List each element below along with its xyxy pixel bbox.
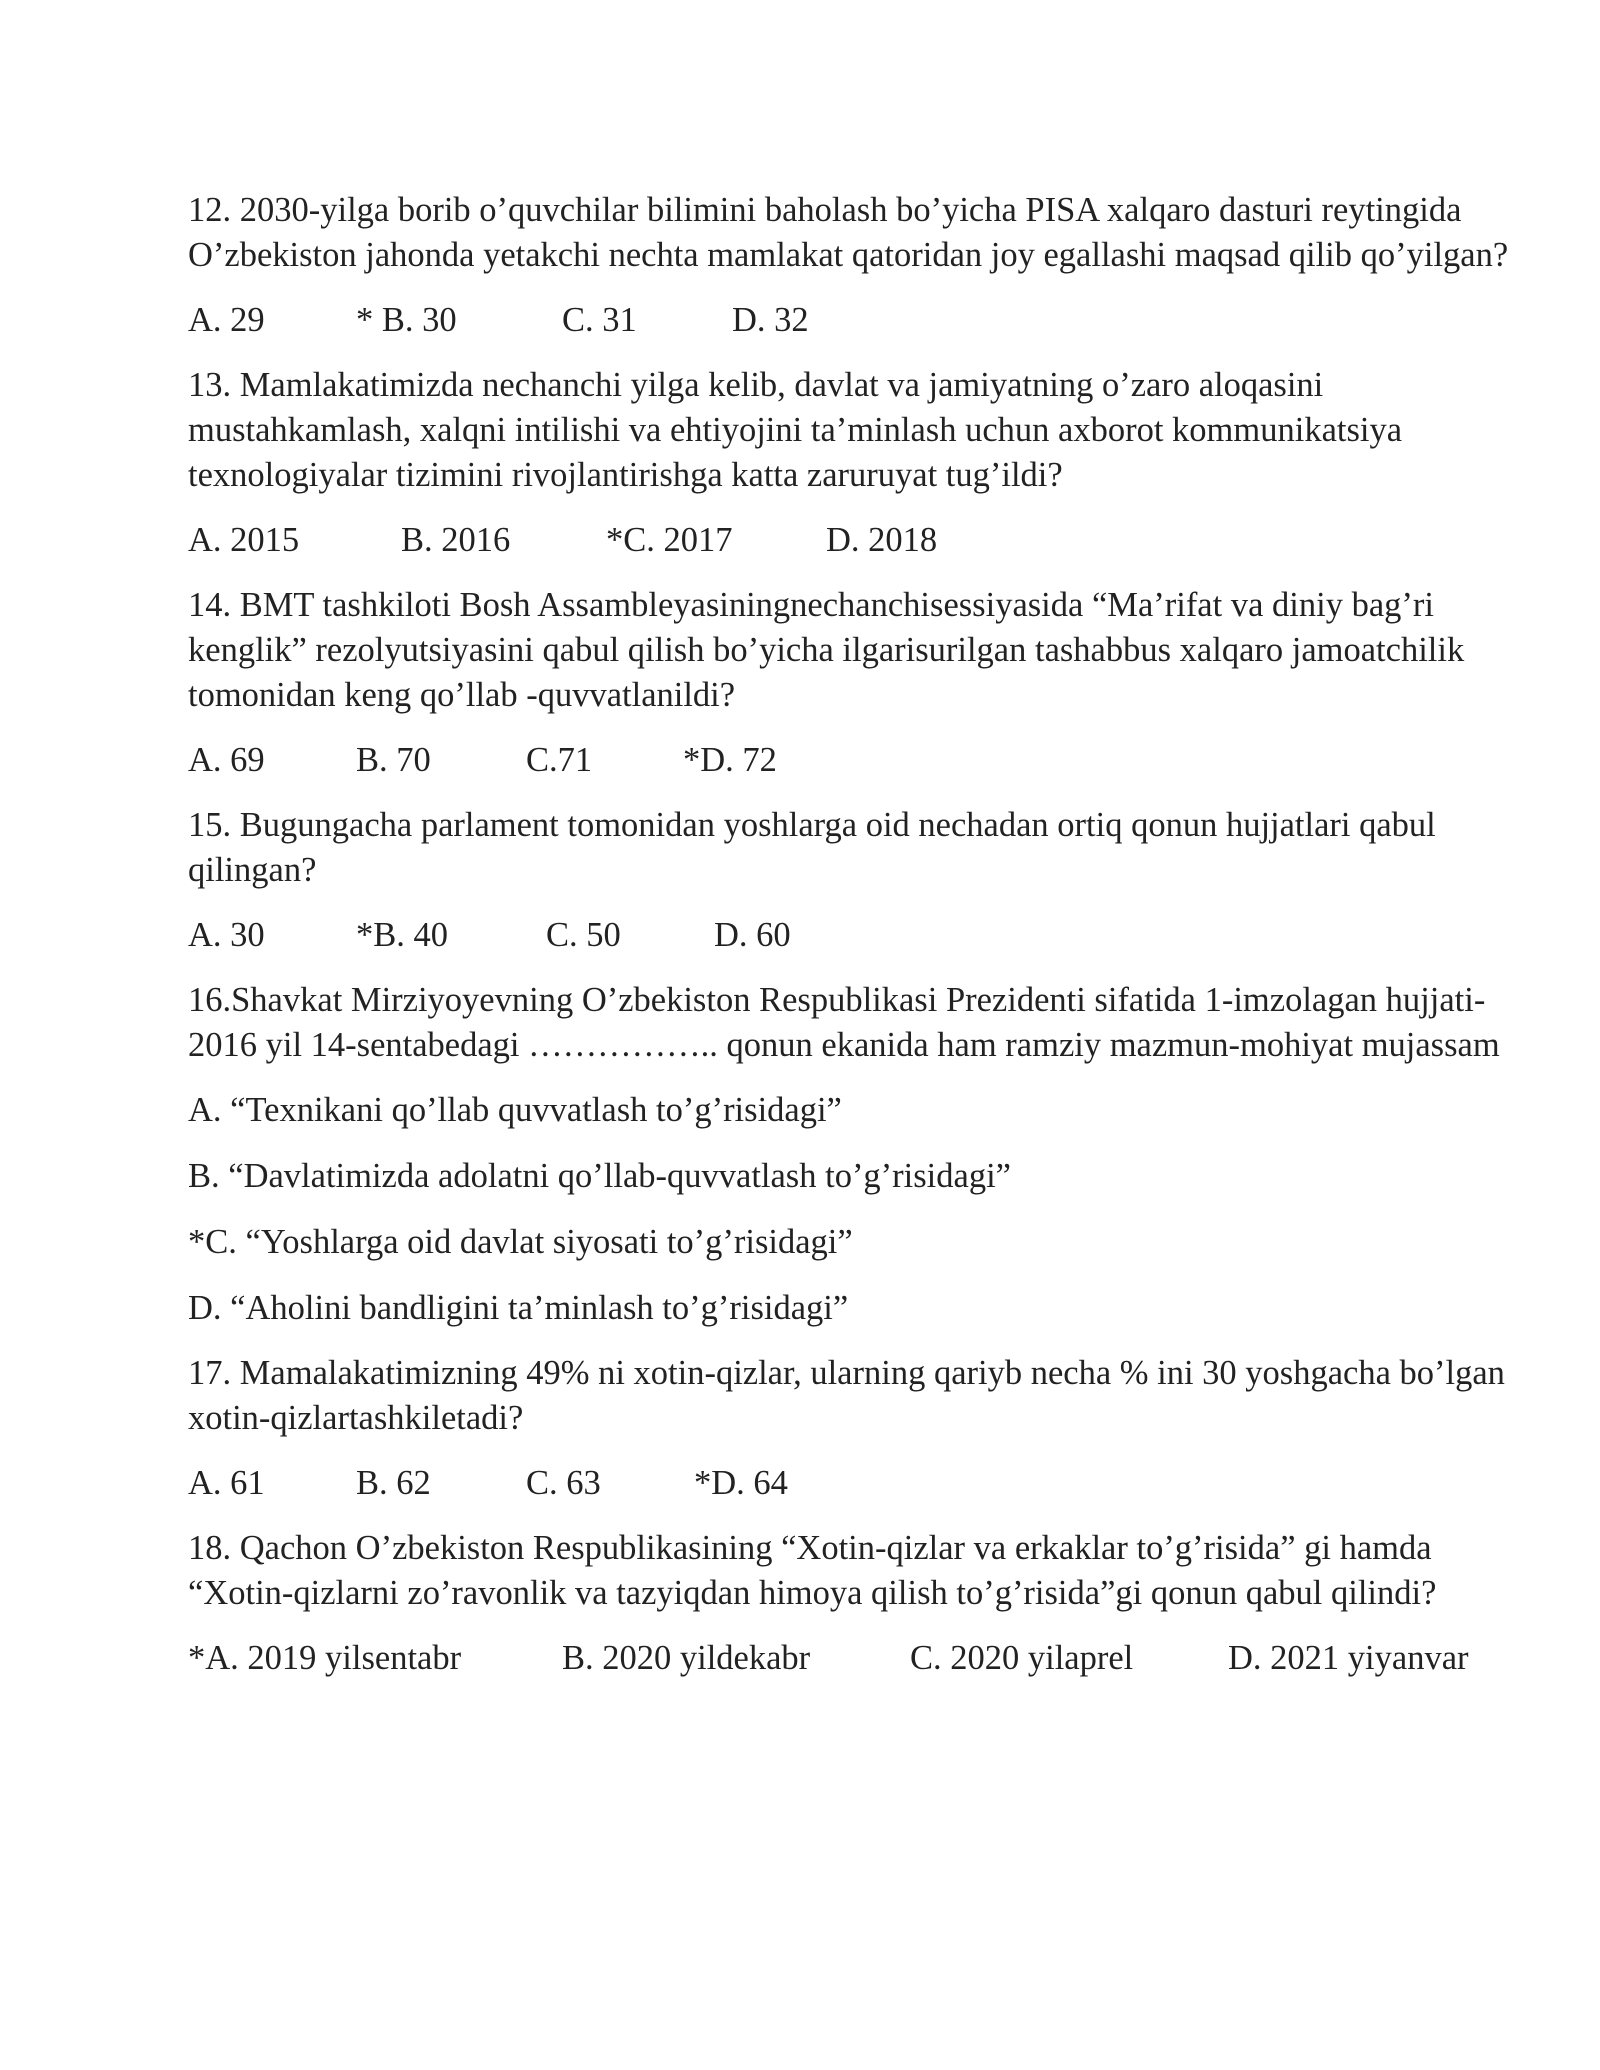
question-18-option-a: *A. 2019 yilsentabr — [188, 1639, 462, 1677]
question-18-option-d: D. 2021 yiyanvar — [1228, 1639, 1469, 1677]
question-17-option-d: *D. 64 — [694, 1464, 788, 1502]
question-15-text: 15. Bugungacha parlament tomonidan yoshlarga oid nechadan ortiq qonun hujjatlari qabul qilingan? — [188, 806, 1436, 889]
question-12-options — [188, 298, 1518, 343]
question-13 — [188, 363, 1518, 563]
question-13-options — [188, 518, 1518, 563]
question-17-option-c: C. 63 — [526, 1464, 601, 1502]
question-13-option-d: D. 2018 — [826, 521, 938, 559]
document-page — [188, 188, 1518, 1701]
question-15 — [188, 803, 1518, 958]
question-15-option-d: D. 60 — [714, 916, 791, 954]
question-16-option-a: A. “Texnikani qo’llab quvvatlash to’g’risidagi” — [188, 1091, 842, 1129]
question-16-option-c: *C. “Yoshlarga oid davlat siyosati to’g’risidagi” — [188, 1223, 853, 1261]
question-18-options — [188, 1636, 1518, 1681]
question-14-options — [188, 738, 1518, 783]
question-12-option-a: A. 29 — [188, 301, 265, 339]
question-16-option-b: B. “Davlatimizda adolatni qo’llab-quvvatlash to’g’risidagi” — [188, 1157, 1011, 1195]
question-17-options — [188, 1461, 1518, 1506]
question-16 — [188, 978, 1518, 1331]
question-15-option-c: C. 50 — [546, 916, 621, 954]
question-15-options — [188, 913, 1518, 958]
question-14-text: 14. BMT tashkiloti Bosh Assambleyasiningnechanchisessiyasida “Ma’rifat va diniy bag’ri kenglik” rezolyutsiyasini qabul qilish bo’yicha ilgarisurilgan tashabbus xalqaro jamoatchilik tomonidan keng qo’llab -quvvatlanildi? — [188, 586, 1465, 714]
question-12 — [188, 188, 1518, 343]
question-14-option-b: B. 70 — [356, 741, 431, 779]
question-12-option-b: * B. 30 — [356, 301, 457, 339]
question-18-text: 18. Qachon O’zbekiston Respublikasining “Xotin-qizlar va erkaklar to’g’risida” gi hamda “Xotin-qizlarni zo’ravonlik va tazyiqdan himoya qilish to’g’risida”gi qonun qabul qilindi? — [188, 1529, 1437, 1612]
question-14-option-d: *D. 72 — [683, 741, 777, 779]
question-14-option-c: C.71 — [526, 741, 593, 779]
question-18-option-b: B. 2020 yildekabr — [562, 1639, 811, 1677]
question-13-option-b: B. 2016 — [401, 521, 511, 559]
question-13-text: 13. Mamlakatimizda nechanchi yilga kelib, davlat va jamiyatning o’zaro aloqasini mustahkamlash, xalqni intilishi va ehtiyojini ta’minlash uchun axborot kommunikatsiya texnologiyalar tizimini rivojlantirishga katta zaruruyat tug’ildi? — [188, 366, 1403, 494]
question-18-option-c: C. 2020 yilaprel — [910, 1639, 1134, 1677]
question-12-text: 12. 2030-yilga borib o’quvchilar bilimini baholash bo’yicha PISA xalqaro dasturi reytingida O’zbekiston jahonda yetakchi nechta mamlakat qatoridan joy egallashi maqsad qilib qo’yilgan? — [188, 191, 1509, 274]
question-17-option-b: B. 62 — [356, 1464, 431, 1502]
question-14 — [188, 583, 1518, 783]
question-16-option-d: D. “Aholini bandligini ta’minlash to’g’risidagi” — [188, 1289, 849, 1327]
question-15-option-a: A. 30 — [188, 916, 265, 954]
question-18 — [188, 1526, 1518, 1681]
question-17-text: 17. Mamalakatimizning 49% ni xotin-qizlar, ularning qariyb necha % ini 30 yoshgacha bo’lgan xotin-qizlartashkiletadi? — [188, 1354, 1505, 1437]
question-12-option-d: D. 32 — [732, 301, 809, 339]
question-13-option-a: A. 2015 — [188, 521, 300, 559]
question-17-option-a: A. 61 — [188, 1464, 265, 1502]
question-12-option-c: C. 31 — [562, 301, 637, 339]
question-15-option-b: *B. 40 — [356, 916, 449, 954]
question-14-option-a: A. 69 — [188, 741, 265, 779]
question-16-text: 16.Shavkat Mirziyoyevning O’zbekiston Respublikasi Prezidenti sifatida 1-imzolagan hujjati-2016 yil 14-sentabedagi …………….. qonun ekanida ham ramziy mazmun-mohiyat mujassam — [188, 981, 1500, 1064]
question-13-option-c: *C. 2017 — [606, 521, 733, 559]
question-17 — [188, 1351, 1518, 1506]
